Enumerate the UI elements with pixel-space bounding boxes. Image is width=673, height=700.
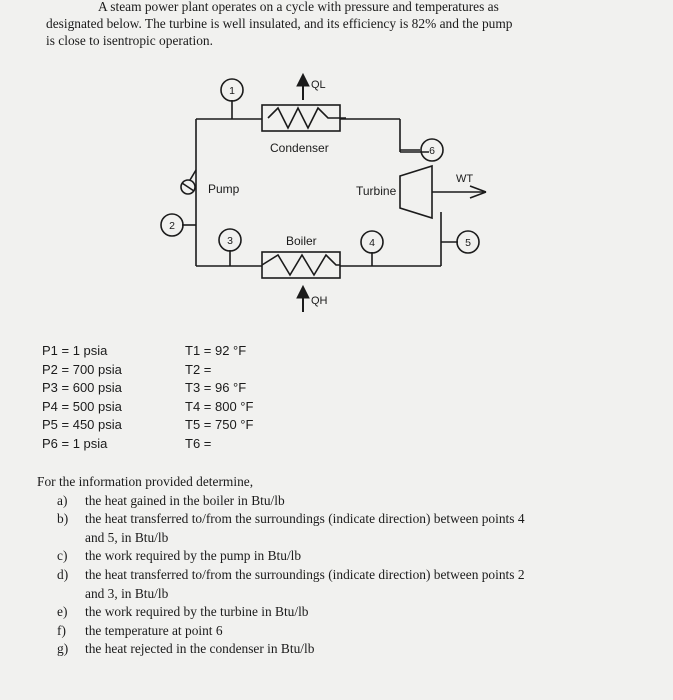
question-text-continued: and 5, in Btu/lb [85,529,169,545]
temperature-5: T5 = 750 °F [185,417,254,433]
turbine-label: Turbine [356,184,397,198]
question-item [37,510,657,529]
pump-label: Pump [208,182,240,196]
work-label: WT [456,173,474,185]
boiler-coil [262,255,340,275]
question-letter: c) [57,548,68,564]
pressure-5: P5 = 450 psia [42,417,122,433]
question-text: the heat transferred to/from the surroundings (indicate direction) between points 4 [85,511,525,527]
state-number-2: 2 [169,220,175,232]
qh-arrow-head [297,286,309,298]
state-number-3: 3 [227,235,233,247]
ql-arrow-head [297,74,309,86]
boiler-label: Boiler [286,234,317,248]
work-arrow-line [470,186,486,192]
pressure-3: P3 = 600 psia [42,380,122,396]
question-text: the temperature at point 6 [85,622,223,638]
question-item [37,566,657,585]
question-letter: a) [57,492,68,508]
work-arrow-line-2 [470,192,486,198]
question-letter: b) [57,511,69,527]
pressure-6: P6 = 1 psia [42,435,108,451]
temperature-list [185,342,253,454]
temperature-4: T4 = 800 °F [185,398,254,414]
question-text: the heat rejected in the condenser in Btu/lb [85,641,315,657]
question-text: the work required by the pump in Btu/lb [85,548,302,564]
pressure-list [42,342,122,454]
condenser-label: Condenser [270,141,329,155]
qh-label: QH [311,295,328,307]
state-number-6: 6 [429,145,435,157]
pressure-4: P4 = 500 psia [42,398,122,414]
question-text-continued: and 3, in Btu/lb [85,585,169,601]
pump-stub [190,170,196,180]
question-item [37,622,657,641]
temperature-1: T1 = 92 °F [185,343,247,358]
intro-line-1: A steam power plant operates on a cycle with pressure and temperatures as [98,0,499,14]
question-letter: f) [57,622,66,638]
question-letter: d) [57,566,69,582]
state-number-4: 4 [369,237,375,249]
intro-line-3: is close to isentropic operation. [46,33,213,48]
question-letter: e) [57,604,68,620]
question-text: the heat transferred to/from the surroundings (indicate direction) between points 2 [85,566,525,582]
pump-blade [182,183,194,191]
pressure-1: P1 = 1 psia [42,343,108,358]
question-item [37,640,657,659]
question-item [37,603,657,622]
temperature-6: T6 = [185,435,212,451]
question-text: the heat gained in the boiler in Btu/lb [85,492,285,508]
intro-line-2: designated below. The turbine is well insulated, and its efficiency is 82% and the pump [46,16,513,31]
questions-header: For the information provided determine, [37,474,254,489]
state-number-5: 5 [465,237,471,249]
ql-label: QL [311,79,326,91]
question-list [37,473,657,659]
state-number-1: 1 [229,85,235,97]
question-letter: g) [57,641,69,657]
question-item [37,547,657,566]
condenser-coil [268,108,346,128]
temperature-2: T2 = [185,361,212,377]
temperature-3: T3 = 96 °F [185,380,247,396]
pressure-2: P2 = 700 psia [42,361,122,377]
question-item [37,492,657,511]
turbine-shape [400,166,432,218]
question-text: the work required by the turbine in Btu/lb [85,604,309,620]
cycle-diagram [0,0,673,340]
